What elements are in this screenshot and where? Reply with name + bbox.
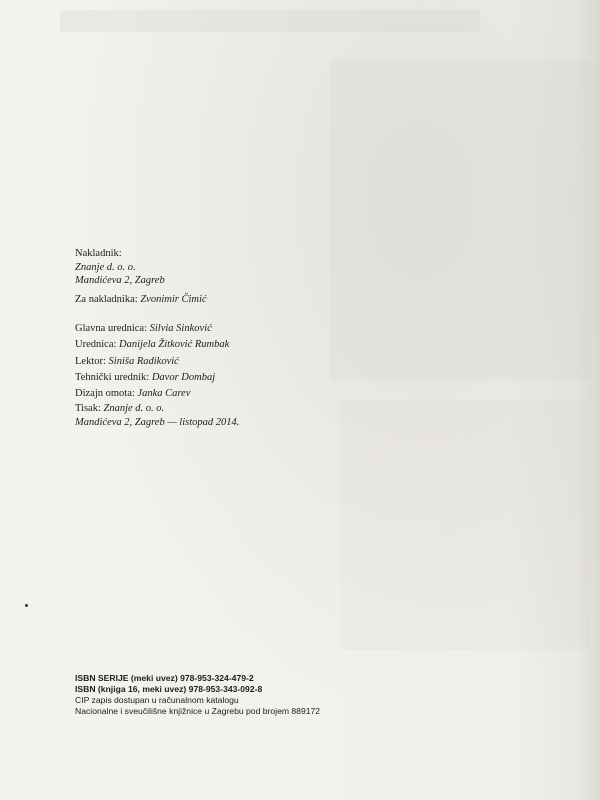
print-label: Tisak: (75, 403, 101, 414)
credit-label: Dizajn omota: (75, 388, 135, 400)
show-through-band-top (60, 10, 480, 32)
for-publisher-block (75, 293, 207, 307)
credit-name: Danijela Žitković Rumbak (119, 339, 230, 351)
credit-name: Davor Dombaj (151, 371, 216, 383)
publisher-label: Nakladnik: (75, 248, 122, 259)
credit-label: Tehnički urednik: (75, 371, 150, 383)
credit-name: Siniša Radiković (108, 355, 179, 367)
isbn-block (75, 673, 320, 717)
show-through-band-lower (340, 400, 590, 650)
for-publisher-line (75, 293, 207, 307)
for-publisher-name: Zvonimir Čimić (140, 294, 207, 305)
print-address-date: Mandićeva 2, Zagreb — listopad 2014. (75, 416, 240, 428)
credit-label: Lektor: (75, 355, 106, 367)
isbn-book: ISBN (knjiga 16, meki uvez) 978-953-343-092-8 (75, 684, 263, 694)
isbn-series: ISBN SERIJE (meki uvez) 978-953-324-479-2 (75, 673, 254, 683)
cip-line-2: Nacionalne i sveučilišne knjižnice u Zagrebu pod brojem 889172 (75, 706, 321, 716)
for-publisher-label: Za nakladnika: (75, 294, 138, 305)
paper-speck (25, 604, 28, 607)
print-block (75, 402, 239, 429)
credit-technical-editor (75, 370, 229, 386)
show-through-band-middle (330, 60, 590, 380)
credit-label: Urednica: (75, 339, 117, 351)
credits-block (75, 321, 229, 402)
print-name: Znanje d. o. o. (103, 403, 165, 414)
cip-line-1: CIP zapis dostupan u računalnom katalogu (75, 695, 239, 705)
publisher-block (75, 247, 165, 288)
credit-chief-editor (75, 321, 229, 337)
credit-name: Silvia Sinković (149, 323, 212, 334)
credit-label: Glavna urednica: (75, 323, 148, 334)
credit-editor (75, 337, 229, 353)
credit-cover-design (75, 386, 229, 402)
credit-proofreader (75, 354, 229, 370)
publisher-address: Mandićeva 2, Zagreb (75, 275, 165, 286)
publisher-name: Znanje d. o. o. (75, 261, 136, 273)
print-line (75, 402, 239, 416)
credit-name: Janka Carev (137, 388, 191, 400)
